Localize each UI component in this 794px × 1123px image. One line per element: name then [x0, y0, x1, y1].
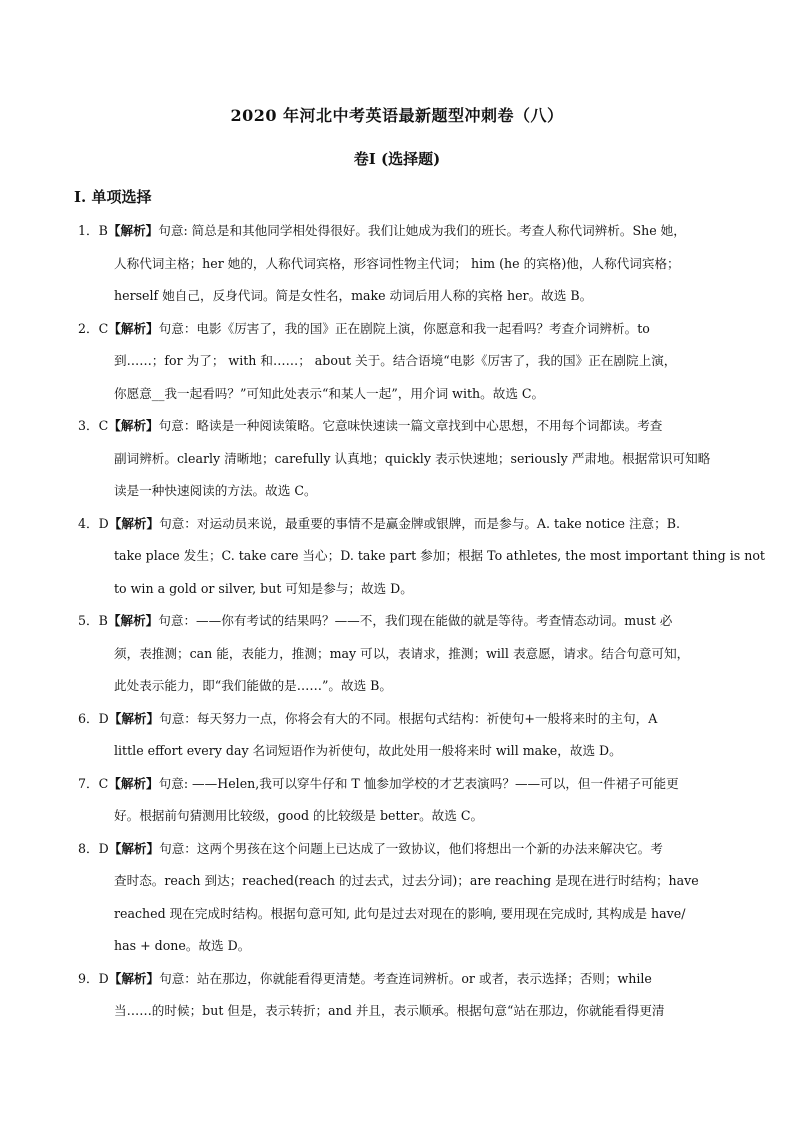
analysis-tag: 【解析】 [108, 775, 159, 791]
answer-item-continuation-line [0, 540, 794, 573]
analysis-tag: 【解析】 [108, 418, 159, 433]
analysis-tag: 【解析】 [108, 840, 160, 856]
item-text: 你愿意__我一起看吗？”可知此处表示“和某人一起”，用介词 with。故选 C。 [114, 385, 545, 401]
item-text: take place 发生；C. take care 当心；D. take part 参加；根据 To athletes, the most important thing is not [114, 548, 765, 563]
item-text: reached 现在完成时结构。根据句意可知, 此句是过去对现在的影响, 要用现在完成时, 其构成是 have/ [114, 905, 686, 921]
item-text: 句意: 简总是和其他同学相处得很好。我们让她成为我们的班长。考查人称代词辨析。She 她， [158, 223, 686, 238]
item-answer: C [98, 418, 109, 433]
item-number: 4． [78, 515, 99, 531]
answer-item-continuation-line [0, 248, 794, 281]
document-subtitle: 卷I (选择题) [353, 150, 441, 168]
item-text: herself 她自己，反身代词。简是女性名，make 动词后用人称的宾格 her。故选 B。 [114, 288, 593, 303]
answer-item-continuation-line [0, 898, 794, 931]
answer-item-first-line [0, 313, 794, 346]
item-number: 3． [78, 418, 99, 433]
answer-item [0, 963, 794, 1028]
answer-item-first-line [0, 215, 794, 248]
item-answer: D [98, 970, 109, 986]
item-number: 7． [78, 775, 99, 791]
item-answer: D [98, 840, 109, 856]
item-number: 1． [78, 223, 99, 238]
answer-item-continuation-line [0, 475, 794, 508]
answer-item-continuation-line [0, 670, 794, 703]
item-text: 查时态。reach 到达；reached(reach 的过去式，过去分词)；are reaching 是现在进行时结构；have [114, 873, 699, 888]
item-text: 句意：——你有考试的结果吗？——不，我们现在能做的就是等待。考查情态动词。must 必 [158, 613, 673, 628]
analysis-tag: 【解析】 [108, 710, 160, 726]
answer-item-first-line [0, 703, 794, 736]
answer-item-first-line [0, 605, 794, 638]
item-answer: D [98, 515, 109, 531]
answer-item-continuation-line [0, 378, 794, 411]
answer-item-continuation-line [0, 345, 794, 378]
answer-item-continuation-line [0, 800, 794, 833]
item-text: 人称代词主格；her 她的，人称代词宾格，形容词性物主代词； him (he 的宾格)他，人称代词宾格； [114, 255, 680, 271]
analysis-tag: 【解析】 [108, 970, 160, 986]
answer-item-continuation-line [0, 930, 794, 963]
item-text: has + done。故选 D。 [114, 938, 251, 953]
item-text: 当……的时候；but 但是，表示转折；and 并且，表示顺承。根据句意“站在那边，你就能看得更清 [114, 1003, 665, 1018]
document-title: 2020 年河北中考英语最新题型冲刺卷（八） [230, 106, 564, 125]
item-text: 句意：站在那边，你就能看得更清楚。考查连词辨析。or 或者，表示选择；否则；while [159, 970, 652, 986]
item-text: 此处表示能力，即“我们能做的是……”。故选 B。 [114, 678, 393, 693]
answer-item [0, 313, 794, 411]
item-text: little effort every day 名词短语作为祈使句，故此处用一般将来时 will make，故选 D。 [114, 743, 622, 758]
item-text: 句意：略读是一种阅读策略。它意味快速读一篇文章找到中心思想，不用每个词都读。考查 [158, 418, 663, 433]
analysis-tag: 【解析】 [108, 320, 159, 336]
item-text: 读是一种快速阅读的方法。故选 C。 [114, 483, 317, 498]
item-text: 句意：每天努力一点，你将会有大的不同。根据句式结构：祈使句+一般将来时的主句，A [159, 710, 658, 726]
answer-item [0, 768, 794, 833]
item-number: 9． [78, 970, 99, 986]
answer-item [0, 508, 794, 606]
answer-item-continuation-line [0, 638, 794, 671]
answer-item-continuation-line [0, 735, 794, 768]
item-answer: B [98, 613, 108, 628]
item-answer: C [98, 775, 109, 791]
item-text: 须，表推测；can 能，表能力，推测；may 可以，表请求，推测；will 表意愿，请求。结合句意可知， [114, 645, 690, 661]
item-number: 5． [78, 613, 99, 628]
item-answer: C [98, 320, 109, 336]
item-number: 6． [78, 710, 99, 726]
item-text: to win a gold or silver, but 可知是参与；故选 D。 [114, 580, 413, 596]
answer-item-first-line [0, 410, 794, 443]
answer-item-continuation-line [0, 280, 794, 313]
item-answer: D [98, 710, 109, 726]
item-text: 句意：电影《厉害了，我的国》正在剧院上演，你愿意和我一起看吗？考查介词辨析。to [158, 320, 650, 336]
analysis-tag: 【解析】 [107, 223, 159, 238]
answer-list [0, 215, 794, 1028]
answer-item-continuation-line [0, 995, 794, 1028]
item-text: 句意: ——Helen,我可以穿牛仔和 T 恤参加学校的才艺表演吗？——可以，但一件裙子可能更 [158, 775, 679, 791]
answer-item [0, 605, 794, 703]
answer-item-first-line [0, 508, 794, 541]
answer-item-continuation-line [0, 443, 794, 476]
item-text: 句意：对运动员来说，最重要的事情不是赢金牌或银牌，而是参与。A. take notice 注意；B. [159, 515, 680, 531]
item-text: 到……；for 为了； with 和……； about 关于。结合语境“电影《厉害了，我的国》正在剧院上演， [114, 353, 677, 368]
item-text: 好。根据前句猜测用比较级，good 的比较级是 better。故选 C。 [114, 808, 484, 823]
analysis-tag: 【解析】 [108, 515, 160, 531]
section-heading: I. 单项选择 [74, 188, 152, 206]
item-number: 8． [78, 840, 99, 856]
answer-item [0, 833, 794, 963]
answer-item-continuation-line [0, 573, 794, 606]
answer-item [0, 703, 794, 768]
analysis-tag: 【解析】 [107, 613, 159, 628]
answer-item-first-line [0, 963, 794, 996]
item-number: 2． [78, 320, 99, 336]
answer-item-first-line [0, 768, 794, 801]
answer-item-continuation-line [0, 865, 794, 898]
answer-item [0, 215, 794, 313]
answer-item-first-line [0, 833, 794, 866]
item-text: 句意：这两个男孩在这个问题上已达成了一致协议，他们将想出一个新的办法来解决它。考 [159, 840, 663, 856]
item-answer: B [98, 223, 108, 238]
item-text: 副词辨析。clearly 清晰地；carefully 认真地；quickly 表示快速地；seriously 严肃地。根据常识可知略 [114, 450, 711, 466]
answer-item [0, 410, 794, 508]
